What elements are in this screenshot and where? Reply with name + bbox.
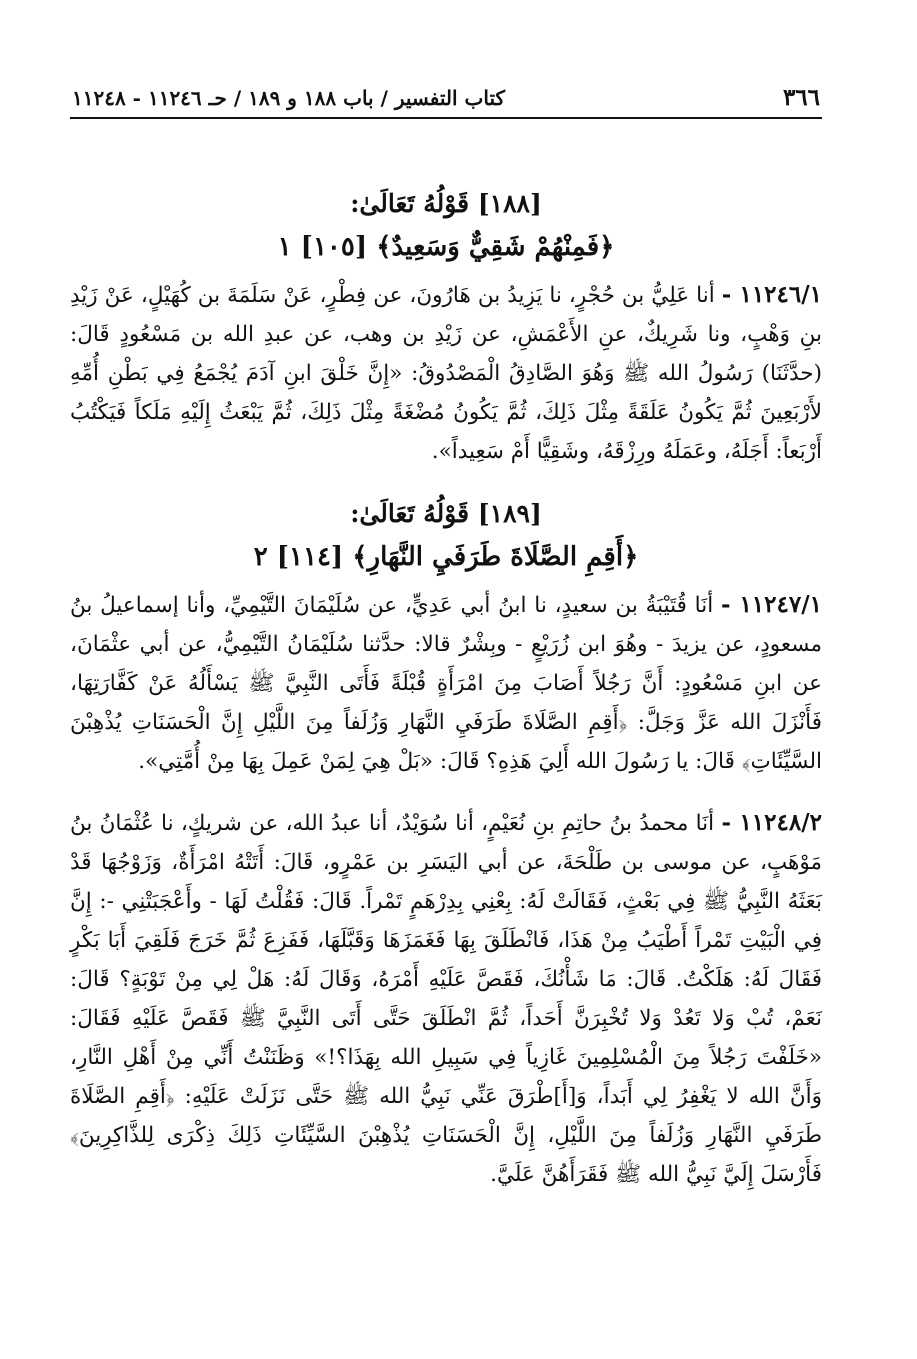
hadith-11246 [70,275,822,471]
verse-line-189 [70,537,822,577]
verse-text-188: ﴿فَمِنْهُمْ شَقِيٌّ وَسَعِيدٌ﴾ [376,232,615,262]
verse-text-189: ﴿أَقِمِ الصَّلَاةَ طَرَفَيِ النَّهَارِ﴾ [352,542,639,572]
hadith-text: أنَا محمدُ بنُ حاتِمِ بنِ نُعَيْمٍ، أنا سُوَيْدٌ، أنا عبدُ الله، عن شريكٍ، نا عُثْمَانُ بنُ مَوْهَبٍ، عن موسى بن طَلْحَةَ، عن أبي اليَسَرِ بن عَمْرٍو، قَالَ: أَتَتْهُ امْرَأَةٌ، وَزَوْجُهَا قَدْ بَعَثَهُ النَّبِيُّ ﷺ فِي بَعْثٍ، فَقَالَتْ لَهُ: بِعْنِي بِدِرْهَمٍ تَمْراً. قَالَ: فَقُلْتُ لَهَا - وأَعْجَبَتْنِي -: إِنَّ فِي الْبَيْتِ تَمْراً أَطْيَبُ مِنْ هَذَا، فَانْطَلَقَ بِهَا فَغَمَزَهَا وَقَبَّلَهَا، فَفَزِعَ ثُمَّ خَرَجَ فَلَقِيَ أَبَا بَكْرٍ فَقَالَ لَهُ: هَلَكْتُ. قَالَ: مَا شَأْنُكَ، فَقَصَّ عَلَيْهِ أَمْرَهُ، وَقَالَ لَهُ: هَلْ لِي مِنْ تَوْبَةٍ؟ قَالَ: نَعَمْ، تُبْ وَلا تَعُدْ وَلا تُخْبِرَنَّ أَحَداً، ثُمَّ انْطَلَقَ حَتَّى أَتَى النَّبِيَّ ﷺ فَقَصَّ عَلَيْهِ فَقَالَ: «خَلَفْتَ رَجُلاً مِنَ الْمُسْلِمِينَ غَازِياً فِي سَبِيلِ الله بِهَذَا؟!» وَظَنَنْتُ أَنِّي مِنْ أَهْلِ النَّارِ، وَأَنَّ الله لا يَغْفِرُ لِي أَبَداً، وَ[أَ]طْرَقَ عَنِّي نَبِيُّ الله ﷺ حَتَّى نَزَلَتْ عَلَيْهِ: ﴿أَقِمِ الصَّلَاةَ طَرَفَيِ النَّهَارِ وَزُلَفاً مِنَ اللَّيْلِ، إِنَّ الْحَسَنَاتِ يُذْهِبْنَ السَّيِّئَاتِ ذَلِكَ ذِكْرَى لِلذَّاكِرِينَ﴾ فَأَرْسَلَ إِلَيَّ نَبِيُّ الله ﷺ فَقَرَأَهُنَّ عَلَيَّ. [70,811,822,1187]
page-number: ٣٦٦ [782,84,820,111]
verse-reference-188: [١٠٥] ١ [277,232,368,262]
verse-line-188 [70,227,822,267]
hadith-11248 [70,803,822,1194]
page-content [70,84,822,1216]
hadith-number: ١١٢٤٨/٢ - [721,809,822,836]
hadith-11247 [70,585,822,781]
running-title: كتاب التفسير / باب ١٨٨ و ١٨٩ / حـ ١١٢٤٦ - ١١٢٤٨ [72,86,505,110]
section-heading-188: [١٨٨] قَوْلُهُ تَعَالَىٰ: [350,189,542,218]
section-heading-189: [١٨٩] قَوْلُهُ تَعَالَىٰ: [350,499,542,528]
hadith-number: ١١٢٤٧/١ - [720,591,822,618]
verse-reference-189: [١١٤] ٢ [253,542,344,572]
hadith-number: ١١٢٤٦/١ - [721,281,822,308]
hadith-text: أنا عَلِيُّ بن حُجْرٍ، نا يَزِيدُ بن هَارُونَ، عن فِطْرٍ، عَنْ سَلَمَةَ بن كُهَيْلٍ، عَنْ زَيْدِ بنِ وَهْبٍ، ونا شَرِيكٌ، عنِ الأَعْمَشِ، عن زَيْدِ بن وهب، عن عبدِ الله بن مَسْعُودٍ قَالَ: (حدَّثَنَا) رَسُولُ الله ﷺ وَهُوَ الصَّادِقُ الْمَصْدُوقُ: «إِنَّ خَلْقَ ابنِ آدَمَ يُجْمَعُ فِي بَطْنِ أُمِّهِ لأَرْبَعِينَ ثُمَّ يَكُونُ عَلَقَةً مِثْلَ ذَلِكَ، ثُمَّ يَكُونُ مُضْغَةً مِثْلَ ذَلِكَ، ثُمَّ يَبْعَثُ إِلَيْهِ مَلَكاً فَيَكْتُبُ أَرْبَعاً: أَجَلَهُ، وعَمَلَهُ ورِزْقَهُ، وشَقِيًّا أَمْ سَعِيداً». [70,283,822,464]
running-head [70,84,822,119]
hadith-text: أنَا قُتَيْبَةُ بن سعيدٍ، نا ابنُ أبي عَدِيٍّ، عن سُلَيْمَانَ التَّيْمِيِّ، وأنا إسماعيلُ بنُ مسعودٍ، عن يزيدَ - وهُوَ ابن زُرَيْعٍ - وبِشْرٌ قالا: حدَّثنا سُلَيْمَانُ التَّيْمِيُّ، عن أبي عثْمَانَ، عن ابنِ مَسْعُودٍ: أَنَّ رَجُلاً أَصَابَ مِنَ امْرَأَةٍ قُبْلَةً فَأَتَى النَّبِيَّ ﷺ يَسْأَلُهُ عَنْ كَفَّارَتِهَا، فَأَنْزَلَ الله عَزَّ وَجَلَّ: ﴿أَقِمِ الصَّلَاةَ طَرَفَيِ النَّهَارِ وَزُلَفاً مِنَ اللَّيْلِ إِنَّ الْحَسَنَاتِ يُذْهِبْنَ السَّيِّئَاتِ﴾ قَالَ: يا رَسُولَ الله أَلِيَ هَذِهِ؟ قَالَ: «بَلْ هِيَ لِمَنْ عَمِلَ بِهَا مِنْ أُمَّتِي». [70,593,822,774]
